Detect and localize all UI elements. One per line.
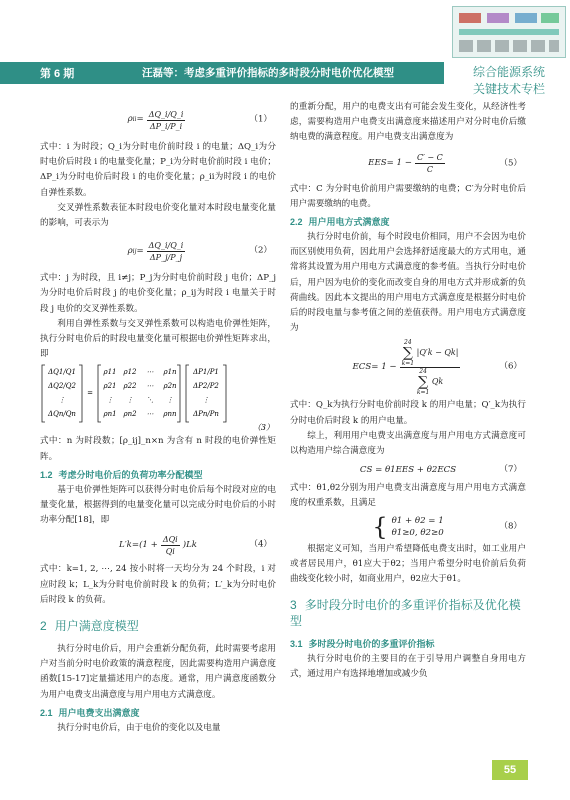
section-heading-2-2 bbox=[290, 215, 526, 228]
section-title: 用户满意度模型 bbox=[54, 619, 139, 634]
matrix-mid-entry: ρ21 bbox=[103, 382, 117, 391]
matrix-mid-entry: ρ22 bbox=[123, 382, 137, 391]
eq6-sum-top: 24 bbox=[419, 367, 427, 375]
eq6-sum-top: 24 bbox=[404, 338, 412, 346]
eq7-number: （7） bbox=[499, 464, 522, 475]
matrix-mid-entry: ⋮ bbox=[106, 396, 114, 405]
matrix-mid-entry: ρ1n bbox=[163, 368, 177, 377]
section-heading-2-1 bbox=[40, 706, 276, 719]
left-column bbox=[40, 100, 276, 736]
matrix-rhs-left-bracket bbox=[186, 365, 189, 422]
eq5-numerator: C′ − C bbox=[416, 153, 443, 163]
matrix-equals: = bbox=[87, 389, 93, 398]
paragraph: 基于电价弹性矩阵可以获得分时电价后每个时段对应的电量变化量，根据得到的电量变化量可以完成分时电价后的小时功率分配[18]，即 bbox=[40, 484, 276, 526]
equation-2 bbox=[40, 231, 276, 271]
equation-3-matrix bbox=[40, 362, 276, 434]
matrix-lhs-entry: ΔQn/Qn bbox=[48, 410, 76, 419]
paragraph: 式中：θ1,θ2分别为用户电费支出满意度与用户用电方式满意度的权重系数，且满足 bbox=[290, 483, 526, 509]
matrix-rhs-entry: ΔP1/P1 bbox=[193, 368, 219, 377]
paragraph: 式中：Q_k为执行分时电价前时段 k 的用户电量；Q′_k为执行分时电价后时段 k 的用户电量。 bbox=[290, 400, 526, 426]
right-column bbox=[290, 100, 526, 683]
eq6-number: （6） bbox=[499, 361, 522, 372]
matrix-mid-entry: ⋮ bbox=[126, 396, 134, 405]
matrix-mid-entry: ⋯ bbox=[146, 368, 154, 377]
eq4-pre: (1 + bbox=[139, 539, 158, 550]
equation-4 bbox=[40, 528, 276, 562]
eq5-lhs: EES bbox=[368, 158, 387, 168]
section-title: 多时段分时电价的多重评价指标 bbox=[308, 639, 435, 650]
eq6-sum-bottom: k=1 bbox=[416, 388, 430, 396]
matrix-mid-left-bracket bbox=[98, 365, 101, 422]
eq1-denominator: ΔP_i/P_i bbox=[149, 121, 183, 131]
paragraph: 交叉弹性系数表征本时段电价变化量对本时段电量变化量的影响，可表示为 bbox=[40, 202, 276, 229]
eq5-equals: = 1 − bbox=[386, 158, 412, 168]
eq3-number: （3） bbox=[252, 423, 274, 433]
equation-5 bbox=[290, 146, 526, 182]
matrix-rhs-right-bracket bbox=[223, 365, 226, 422]
matrix-mid-entry: ⋮ bbox=[166, 396, 174, 405]
equation-1 bbox=[40, 100, 276, 140]
header-bar bbox=[0, 62, 444, 84]
matrix-lhs-entry: ΔQ2/Q2 bbox=[48, 382, 76, 391]
matrix-lhs-entry: ⋮ bbox=[58, 396, 66, 405]
eq8-number: （8） bbox=[499, 521, 522, 532]
paragraph: 式中：k=1, 2, ⋯, 24 按小时将一天均分为 24 个时段，i 对应时段 k；L_k为分时电价前时段 k 的负荷；L′_k为分时电价后时段 k 的负荷。 bbox=[40, 564, 276, 605]
section-number: 2 bbox=[40, 619, 47, 634]
eq6-sum-bottom: k=1 bbox=[401, 359, 415, 367]
eq4-post: )Lk bbox=[182, 539, 198, 550]
eq4-equals: = bbox=[131, 539, 140, 550]
section-title: 考虑分时电价后的负荷功率分配模型 bbox=[58, 469, 203, 480]
eq7-body: CS = θ1EES + θ2ECS bbox=[359, 464, 457, 475]
paragraph: 式中：j 为时段，且 i≠j；P_j为分时电价前时段 j 电价；ΔP_j为分时电价后时段 j 的电价变化量；ρ_ij为时段 i 电量关于时段 j 电价的交叉弹性系数。 bbox=[40, 273, 276, 314]
matrix-mid-entry: ρn1 bbox=[103, 410, 117, 419]
section-title: 多时段分时电价的多重评价指标及优化模型 bbox=[290, 598, 521, 629]
eq2-denominator: ΔP_j/P_j bbox=[149, 252, 183, 262]
eq6-lhs: ECS bbox=[352, 361, 372, 372]
paragraph: 式中：n 为时段数；[ρ_ij]_n×n 为含有 n 时段的电价弹性矩阵。 bbox=[40, 436, 276, 462]
paragraph: 执行分时电价后，用户会重新分配负荷，此时需要考虑用户对当前分时电价政策的满意程度，因此需要构造用户满意度函数[15-17]定量描述用户的态度。通常，用户满意度函数分为用户电费支出满意度与用户用电方式满意度。 bbox=[40, 644, 276, 700]
eq4-lhs: L′k bbox=[118, 539, 132, 550]
section-heading-2 bbox=[40, 618, 276, 634]
matrix-lhs-right-bracket bbox=[79, 365, 82, 422]
eq1-lhs: ρ bbox=[127, 114, 133, 125]
matrix-mid-entry: ρ11 bbox=[103, 368, 117, 377]
paragraph: 综上，利用用户电费支出满意度与用户用电方式满意度可以构造用户综合满意度为 bbox=[290, 430, 526, 457]
matrix-mid-entry: ρn2 bbox=[123, 410, 137, 419]
running-title: 汪磊等：考虑多重评价指标的多时段分时电价优化模型 bbox=[142, 67, 394, 79]
paragraph: 利用自弹性系数与交叉弹性系数可以构造电价弹性矩阵，执行分时电价后的时段电量变化量可根据电价弹性矩阵求出，即 bbox=[40, 318, 276, 360]
paragraph: 执行分时电价前，每个时段电价相同，用户不会因为电价而区别使用负荷，因此用户会选择舒适度最大的方式用电，通常将其设置为用户用电方式满意度的参考值。当执行分时电价后，用户因为电价的变化而改变自身的用电方式并形成新的负荷曲线。因此本文提出的用户用电方式满意度是根据分时电价后的时段电量与参考值之间的差值获得。用户用电方式满意度为 bbox=[290, 232, 526, 334]
matrix-lhs-entry: ΔQ1/Q1 bbox=[48, 368, 76, 377]
matrix-lhs-left-bracket bbox=[42, 365, 45, 422]
eq1-sub: ii bbox=[132, 116, 137, 124]
paragraph: 式中：i 为时段；Q_i为分时电价前时段 i 的电量；ΔQ_i为分时电价后时段 i 的电量变化量；P_i为分时电价前时段 i 电价；ΔP_i为分时电价后时段 i 的电价变化量；ρ_ii为时段 i 的电价自弹性系数。 bbox=[40, 142, 276, 198]
eq2-equals: = bbox=[136, 245, 144, 256]
matrix-mid-entry: ρ2n bbox=[163, 382, 177, 391]
eq6-equals: = 1 − bbox=[371, 361, 397, 372]
eq2-sub: ij bbox=[132, 247, 137, 255]
eq8-line-2: θ1≥0, θ2≥0 bbox=[391, 527, 444, 538]
matrix-mid-entry: ρ12 bbox=[123, 368, 137, 377]
paragraph: 根据定义可知，当用户希望降低电费支出时，如工业用户或者居民用户，θ1应大于θ2；当用户希望分时电价前后负荷曲线变化较小时，如商业用户，θ2应大于θ1。 bbox=[290, 543, 526, 585]
eq2-lhs: ρ bbox=[127, 245, 133, 256]
matrix-rhs-entry: ΔPn/Pn bbox=[193, 410, 219, 419]
page-header bbox=[0, 0, 570, 96]
section-number: 2.1 bbox=[40, 707, 53, 718]
brand-line-2: 关键技术专栏 bbox=[472, 82, 545, 96]
eq4-numerator: ΔQi bbox=[162, 534, 178, 544]
eq1-number: （1） bbox=[249, 114, 272, 125]
section-number: 3 bbox=[290, 598, 297, 613]
eq5-denominator: C bbox=[426, 165, 433, 175]
matrix-rhs-entry: ⋮ bbox=[202, 396, 210, 405]
paragraph: 式中：C 为分时电价前用户需要缴纳的电费；C′为分时电价后用户需要缴纳的电费。 bbox=[290, 183, 526, 209]
section-title: 用户电费支出满意度 bbox=[58, 707, 140, 718]
equation-8: { θ1 + θ2 = 1 θ1≥0, θ2≥0 （8） bbox=[372, 512, 522, 541]
section-number: 2.2 bbox=[290, 217, 303, 228]
matrix-rhs-entry: ΔP2/P2 bbox=[193, 382, 219, 391]
paragraph: 执行分时电价后，由于电价的变化以及电量 bbox=[57, 722, 221, 733]
issue-number: 第 6 期 bbox=[40, 68, 75, 80]
equation-6: ECS = 1 − 24 ∑ k=1 |Q′k − Qk| 24 ∑ k=1 Qk （6） bbox=[352, 338, 522, 396]
eq2-number: （2） bbox=[249, 245, 272, 256]
brand-line-1: 综合能源系统 bbox=[472, 65, 545, 79]
section-number: 1.2 bbox=[40, 469, 53, 480]
matrix-mid-entry: ⋱ bbox=[146, 396, 154, 405]
eq6-numerator: |Q′k − Qk| bbox=[416, 347, 459, 357]
matrix-mid-entry: ⋯ bbox=[146, 410, 154, 419]
equation-7 bbox=[290, 459, 526, 481]
section-heading-3-1 bbox=[290, 637, 526, 650]
column-brand bbox=[448, 64, 570, 98]
section-title: 用户用电方式满意度 bbox=[308, 217, 390, 228]
eq1-numerator: ΔQ_i/Q_i bbox=[148, 109, 184, 119]
section-heading-3 bbox=[290, 597, 526, 629]
section-number: 3.1 bbox=[290, 639, 303, 650]
eq1-equals: = bbox=[136, 114, 144, 125]
paragraph: 的重新分配，用户的电费支出有可能会发生变化，从经济性考虑，需要构造用户电费支出满意度来描述用户对分时电价后缴纳电费的满意程度。用户电费支出满意度为 bbox=[290, 102, 526, 143]
eq5-number: （5） bbox=[499, 158, 522, 169]
column-thumbnail-figure bbox=[452, 6, 566, 58]
eq6-denominator: Qk bbox=[431, 376, 444, 386]
matrix-mid-entry: ⋯ bbox=[146, 382, 154, 391]
matrix-mid-right-bracket bbox=[177, 365, 180, 422]
matrix-mid-entry: ρnn bbox=[163, 410, 177, 419]
page-number: 55 bbox=[492, 760, 528, 780]
eq4-denominator: Qi bbox=[165, 546, 175, 556]
paragraph: 执行分时电价的主要目的在于引导用户调整自身用电方式，通过用户有选择地增加或减少负 bbox=[290, 654, 526, 680]
eq8-line-1: θ1 + θ2 = 1 bbox=[391, 515, 444, 526]
eq2-numerator: ΔQ_i/Q_i bbox=[148, 240, 184, 250]
eq4-number: （4） bbox=[249, 539, 272, 550]
section-heading-1-2 bbox=[40, 468, 276, 481]
